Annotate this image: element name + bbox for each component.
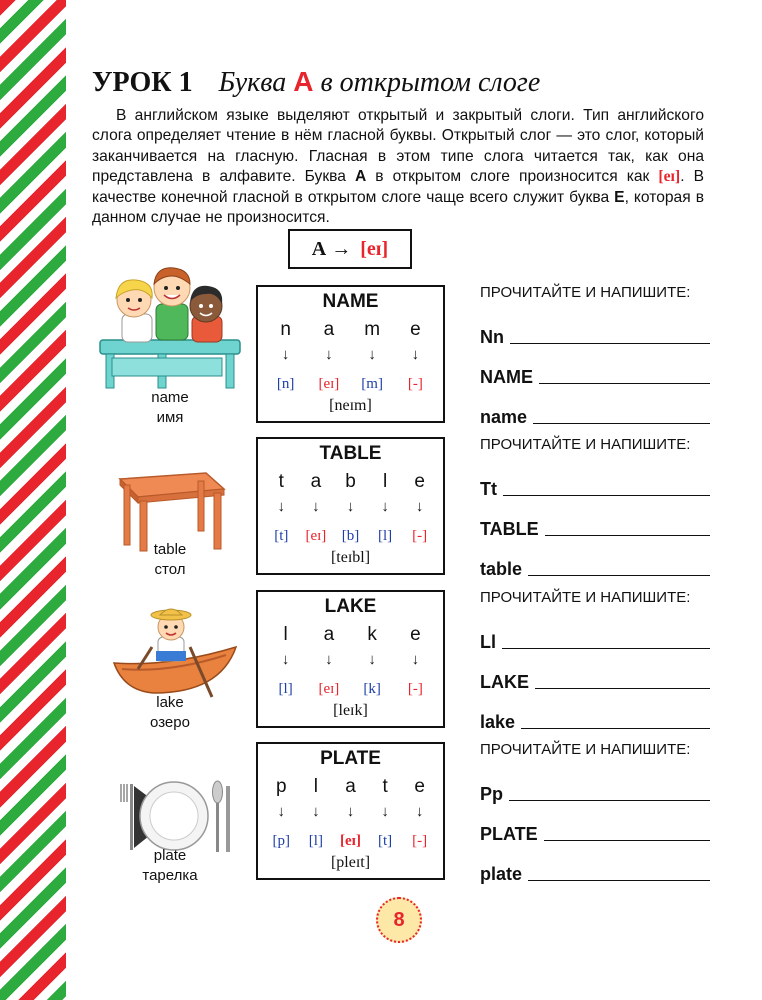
lesson-subtitle: Буква А в открытом слоге xyxy=(218,66,541,98)
caption-plate: plate тарелка xyxy=(142,847,198,884)
write-line[interactable] xyxy=(539,383,710,384)
page-title xyxy=(92,66,540,106)
write-line[interactable] xyxy=(503,495,710,496)
write-line[interactable] xyxy=(521,728,710,729)
write-line[interactable] xyxy=(545,535,710,536)
practice-section-plate: ПРОЧИТАЙТЕ И НАПИШИТЕ: Pp PLATE plate xyxy=(480,741,710,885)
caption-name: name имя xyxy=(151,389,189,426)
write-line[interactable] xyxy=(544,840,710,841)
practice-line[interactable]: NAME xyxy=(480,348,710,388)
phonics-card-plate: PLATE p ↓ [p] l ↓ [l] a ↓ [eɪ] t ↓ [t] e ↓ [-] [pleɪt] xyxy=(256,742,445,880)
practice-line[interactable]: lake xyxy=(480,693,710,733)
lesson-number: УРОК 1 xyxy=(92,67,193,98)
practice-line[interactable]: Ll xyxy=(480,613,710,653)
practice-line[interactable]: Tt xyxy=(480,460,710,500)
practice-section-name: ПРОЧИТАЙТЕ И НАПИШИТЕ: Nn NAME name xyxy=(480,284,710,428)
write-line[interactable] xyxy=(502,648,710,649)
write-line[interactable] xyxy=(535,688,710,689)
practice-line[interactable]: Pp xyxy=(480,765,710,805)
phonics-card-lake: LAKE l ↓ [l] a ↓ [eɪ] k ↓ [k] e ↓ [-] [leɪk] xyxy=(256,590,445,728)
practice-line[interactable]: LAKE xyxy=(480,653,710,693)
practice-line[interactable]: Nn xyxy=(480,308,710,348)
rule-box: A → [eɪ] xyxy=(288,229,412,269)
practice-line[interactable]: plate xyxy=(480,845,710,885)
caption-table: table стол xyxy=(153,541,187,578)
practice-line[interactable]: TABLE xyxy=(480,500,710,540)
write-line[interactable] xyxy=(533,423,710,424)
write-line[interactable] xyxy=(509,800,710,801)
practice-line[interactable]: name xyxy=(480,388,710,428)
practice-line[interactable]: PLATE xyxy=(480,805,710,845)
phonics-card-table: TABLE t ↓ [t] a ↓ [eɪ] b ↓ [b] l ↓ [l] e ↓ [-] [teɪbl] xyxy=(256,437,445,575)
page-number: 8 xyxy=(376,897,422,943)
children-at-desks-illustration xyxy=(94,262,246,392)
intro-paragraph: В английском языке выделяют открытый и закрытый слоги. Тип английского слога определяет чтение в нём гласной буквы. Открытый слог — это слог, который заканчивается на гласную. Гласная в этом типе слога читается так, как она представлена в алфавите. Буква А в открытом слоге произносится как [eɪ]. В качестве конечной гласной в открытом слоге чаще всего служит буква Е, которая в данном случае не произносится. xyxy=(92,107,704,227)
practice-section-lake: ПРОЧИТАЙТЕ И НАПИШИТЕ: Ll LAKE lake xyxy=(480,589,710,733)
practice-line[interactable]: table xyxy=(480,540,710,580)
write-line[interactable] xyxy=(528,880,710,881)
practice-section-table: ПРОЧИТАЙТЕ И НАПИШИТЕ: Tt TABLE table xyxy=(480,436,710,580)
phonics-card-name: NAME n ↓ [n] a ↓ [eɪ] m ↓ [m] e ↓ [-] [neɪm] xyxy=(256,285,445,423)
write-line[interactable] xyxy=(528,575,710,576)
highlight-letter: А xyxy=(293,66,314,97)
caption-lake: lake озеро xyxy=(150,694,190,731)
write-line[interactable] xyxy=(510,343,710,344)
decorative-stripes xyxy=(0,0,66,1000)
